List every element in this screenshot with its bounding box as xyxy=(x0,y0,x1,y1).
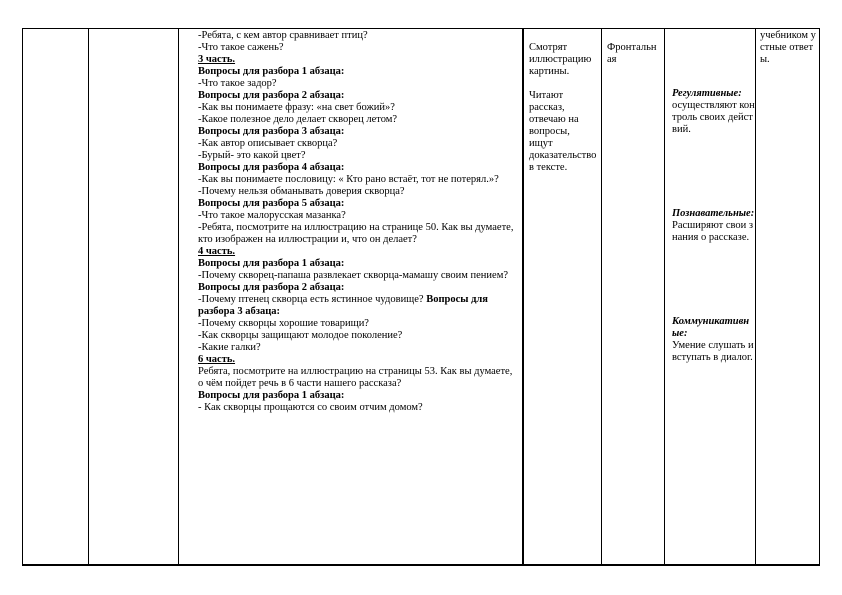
line-text: -Ребята, с кем автор сравнивает птиц? xyxy=(198,30,368,41)
pupils-text-2: Читают рассказ, отвечаю на вопросы, ищут доказательство в тексте. xyxy=(529,90,597,173)
question-line xyxy=(198,150,520,162)
line-text: 3 часть. xyxy=(198,54,236,65)
question-line xyxy=(198,270,520,282)
column-divider-1 xyxy=(88,28,89,565)
table-bottom-border xyxy=(22,564,820,566)
line-text: -Как автор описывает скворца? xyxy=(198,138,338,149)
line-text: -Почему нельзя обманывать доверия скворца? xyxy=(198,186,405,197)
line-text: - Как скворцы прощаются со своим отчим домом? xyxy=(198,402,423,413)
paragraph-heading xyxy=(198,390,520,402)
line-text: -Ребята, посмотрите на иллюстрацию на странице 50. Как вы думаете, кто изображен на иллюстрации и, что он делает? xyxy=(198,222,514,245)
question-line xyxy=(198,186,520,198)
work-form-column xyxy=(607,42,661,66)
question-line xyxy=(198,366,520,390)
table-border-left xyxy=(22,28,23,565)
control-text: учебником устные ответы. xyxy=(760,30,816,65)
line-text: Вопросы для разбора 4 абзаца: xyxy=(198,162,345,173)
line-text: Вопросы для разбора 5 абзаца: xyxy=(198,198,345,209)
question-line xyxy=(198,30,520,42)
line-text: 4 часть. xyxy=(198,246,236,257)
regulative-text: осуществляют контроль своих действий. xyxy=(672,100,755,135)
line-text: -Почему скворец-папаша развлекает скворца-мамашу своим пением? xyxy=(198,270,509,281)
question-line xyxy=(198,330,520,342)
table-top-border xyxy=(22,28,820,29)
question-line xyxy=(198,294,520,318)
communicative-text: Умение слушать и вступать в диалог. xyxy=(672,340,754,363)
column-divider-2 xyxy=(178,28,179,565)
line-text: Вопросы для разбора 2 абзаца: xyxy=(198,90,345,101)
line-tail-text: Вопросы для разбора 3 абзаца: xyxy=(198,294,488,317)
line-text: Вопросы для разбора 1 абзаца: xyxy=(198,390,345,401)
line-text: -Какое полезное дело делает скворец летом? xyxy=(198,114,398,125)
paragraph-heading xyxy=(198,90,520,102)
column-divider-5 xyxy=(664,28,665,565)
line-text: 6 часть. xyxy=(198,354,236,365)
teacher-activity-column xyxy=(198,30,520,414)
question-line xyxy=(198,210,520,222)
line-text: -Какие галки? xyxy=(198,342,261,353)
line-text: Ребята, посмотрите на иллюстрацию на страницы 53. Как вы думаете, о чём пойдет речь в 6 части нашего рассказа? xyxy=(198,366,513,389)
part-heading xyxy=(198,246,520,258)
table-border-right xyxy=(819,28,820,565)
part-heading xyxy=(198,54,520,66)
paragraph-heading xyxy=(198,198,520,210)
communicative-title: Коммуникативные: xyxy=(672,316,750,339)
question-line xyxy=(198,42,520,54)
paragraph-heading xyxy=(198,126,520,138)
line-text: Вопросы для разбора 1 абзаца: xyxy=(198,258,345,269)
line-text: -Что такое сажень? xyxy=(198,42,284,53)
question-line xyxy=(198,114,520,126)
pupils-text-1: Смотрят иллюстрацию картины. xyxy=(529,42,592,77)
column-divider-3 xyxy=(522,28,524,565)
line-text: -Почему птенец скворца есть ястинное чудовище? xyxy=(198,294,427,305)
line-text: -Что такое задор? xyxy=(198,78,277,89)
paragraph-heading xyxy=(198,282,520,294)
question-line xyxy=(198,402,520,414)
line-text: -Бурый- это какой цвет? xyxy=(198,150,306,161)
line-text: Вопросы для разбора 2 абзаца: xyxy=(198,282,345,293)
question-line xyxy=(198,78,520,90)
line-text: Вопросы для разбора 3 абзаца: xyxy=(198,126,345,137)
paragraph-heading xyxy=(198,66,520,78)
paragraph-heading xyxy=(198,258,520,270)
work-form-text: Фронтальная xyxy=(607,42,657,65)
column-divider-4 xyxy=(601,28,602,565)
question-line xyxy=(198,222,520,246)
cognitive-text: Расширяют свои знания о рассказе. xyxy=(672,220,754,243)
line-text: Вопросы для разбора 1 абзаца: xyxy=(198,66,345,77)
line-text: -Как вы понимаете фразу: «на свет божий»? xyxy=(198,102,395,113)
line-text: -Что такое малорусская мазанка? xyxy=(198,210,346,221)
line-text: -Как скворцы защищают молодое поколение? xyxy=(198,330,403,341)
regulative-title: Регулятивные: xyxy=(672,88,742,99)
question-line xyxy=(198,174,520,186)
paragraph-heading xyxy=(198,162,520,174)
question-line xyxy=(198,318,520,330)
line-text: -Как вы понимаете пословицу: « Кто рано встаёт, тот не потерял.»? xyxy=(198,174,499,185)
line-text: -Почему скворцы хорошие товарищи? xyxy=(198,318,369,329)
question-line xyxy=(198,342,520,354)
control-column xyxy=(760,30,818,66)
cognitive-title: Познавательные: xyxy=(672,208,755,219)
part-heading xyxy=(198,354,520,366)
uud-column xyxy=(672,88,756,364)
pupils-activity-column xyxy=(529,42,595,174)
question-line xyxy=(198,102,520,114)
question-line xyxy=(198,138,520,150)
